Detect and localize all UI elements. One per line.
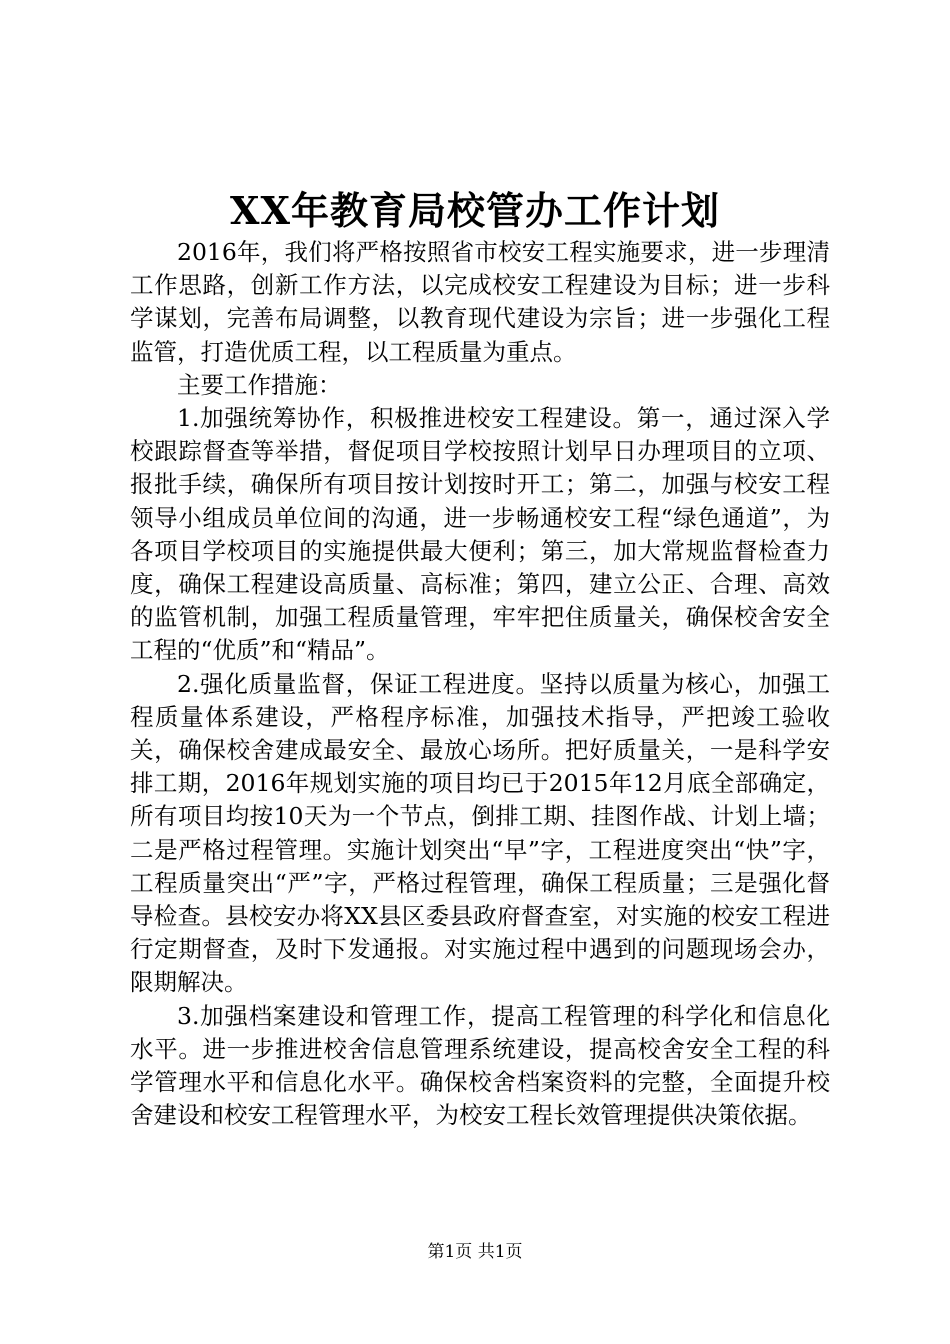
document-title: XX年教育局校管办工作计划 [230,188,720,233]
measure-paragraph-1: 1.加强统筹协作，积极推进校安工程建设。第一，通过深入学校跟踪督查等举措，督促项目学校按照计划早日办理项目的立项、报批手续，确保所有项目按计划按时开工；第二，加强与校安工程领导小组成员单位间的沟通，进一步畅通校安工程“绿色通道”，为各项目学校项目的实施提供最大便利；第三，加大常规监督检查力度，确保工程建设高质量、高标准；第四，建立公正、合理、高效的监管机制，加强工程质量管理，牢牢把住质量关，确保校舍安全工程的“优质”和“精品”。 [130,404,830,665]
intro-paragraph: 2016年，我们将严格按照省市校安工程实施要求，进一步理清工作思路，创新工作方法，以完成校安工程建设为目标；进一步科学谋划，完善布局调整，以教育现代建设为宗旨；进一步强化工程监管，打造优质工程，以工程质量为重点。 [130,238,830,366]
measure-paragraph-3: 3.加强档案建设和管理工作，提高工程管理的科学化和信息化水平。进一步推进校舍信息管理系统建设，提高校舍安全工程的科学管理水平和信息化水平。确保校舍档案资料的完整，全面提升校舍建设和校安工程管理水平，为校安工程长效管理提供决策依据。 [130,1001,830,1130]
measures-heading: 主要工作措施： [177,370,342,399]
document-body [130,236,830,1132]
measure-paragraph-2: 2.强化质量监督，保证工程进度。坚持以质量为核心，加强工程质量体系建设，严格程序标准，加强技术指导，严把竣工验收关，确保校舍建成最安全、最放心场所。把好质量关，一是科学安排工期，2016年规划实施的项目均已于2015年12月底全部确定，所有项目均按10天为一个节点，倒排工期、挂图作战、计划上墙；二是严格过程管理。实施计划突出“早”字，工程进度突出“快”字，工程质量突出“严”字，严格过程管理，确保工程质量；三是强化督导检查。县校安办将XX县区委县政府督查室，对实施的校安工程进行定期督查，及时下发通报。对实施过程中遇到的问题现场会办，限期解决。 [130,669,830,997]
page-number-footer: 第1页 共1页 [427,1242,523,1262]
